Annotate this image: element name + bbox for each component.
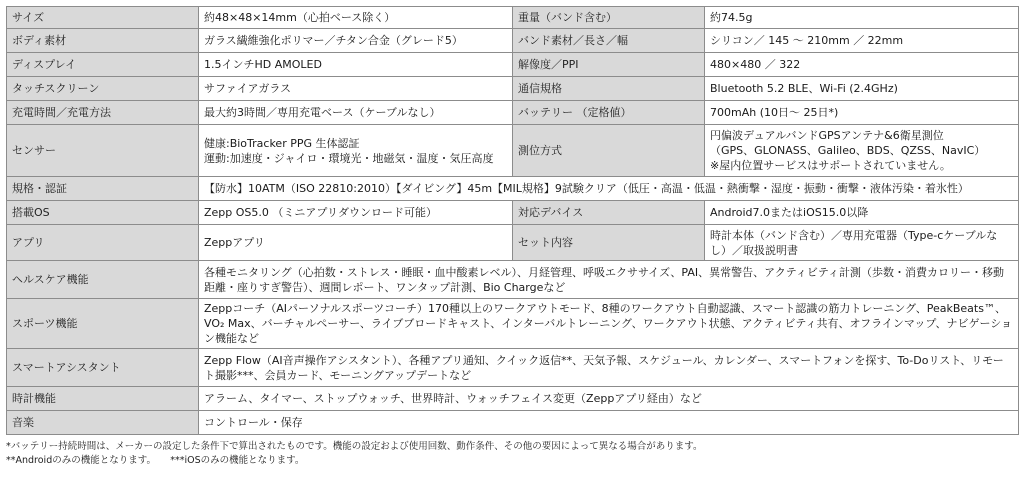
spec-value: アラーム、タイマー、ストップウォッチ、世界時計、ウォッチフェイス変更（Zeppアプリ経由）など xyxy=(199,387,1019,411)
spec-label: 解像度／PPI xyxy=(513,53,705,77)
spec-value: 時計本体（バンド含む）／専用充電器（Type-cケーブルなし）／取扱説明書 xyxy=(705,225,1019,261)
table-row xyxy=(7,125,1019,177)
spec-label: ディスプレイ xyxy=(7,53,199,77)
spec-value: 【防水】10ATM（ISO 22810:2010）【ダイビング】45m【MIL規格】9試験クリア（低圧・高温・低温・熱衝撃・湿度・振動・衝撃・液体汚染・着氷性） xyxy=(199,177,1019,201)
footnote: *バッテリー持続時間は、メーカーの設定した条件下で算出されたものです。機能の設定および使用回数、動作条件、その他の要因によって異なる場合があります。 xyxy=(6,441,703,452)
spec-label: バンド素材／長さ／幅 xyxy=(513,29,705,53)
spec-label: 充電時間／充電方法 xyxy=(7,101,199,125)
spec-label: アプリ xyxy=(7,225,199,261)
table-row xyxy=(7,349,1019,387)
spec-label: スポーツ機能 xyxy=(7,299,199,349)
spec-label: 通信規格 xyxy=(513,77,705,101)
table-row xyxy=(7,53,1019,77)
table-row xyxy=(7,387,1019,411)
spec-value: 各種モニタリング（心拍数・ストレス・睡眠・血中酸素レベル）、月経管理、呼吸エクササイズ、PAI、異常警告、アクティビティ計測（歩数・消費カロリー・移動距離・座りすぎ警告）、週間レポート、ワンタップ計測、Bio Chargeなど xyxy=(199,261,1019,299)
spec-value: Zeppコーチ（AIパーソナルスポーツコーチ）170種以上のワークアウトモード、8種のワークアウト自動認識、スマート認識の筋力トレーニング、PeakBeats™、VO₂ Max、バーチャルペーサー、ライブブロードキャスト、インターバルトレーニング、ワークアウト状態、アクティビティ共有、オフラインマップ、ナビゲーション機能など xyxy=(199,299,1019,349)
footnotes xyxy=(6,440,1018,468)
spec-label: 音楽 xyxy=(7,411,199,435)
spec-label: 時計機能 xyxy=(7,387,199,411)
spec-value: Zepp Flow（AI音声操作アシスタント）、各種アプリ通知、クイック返信**、天気予報、スケジュール、カレンダー、スマートフォンを探す、To-Doリスト、リモート撮影***、会員カード、モーニングアップデートなど xyxy=(199,349,1019,387)
spec-label: セット内容 xyxy=(513,225,705,261)
spec-value: 約74.5g xyxy=(705,7,1019,29)
spec-label: センサー xyxy=(7,125,199,177)
spec-label: 搭載OS xyxy=(7,201,199,225)
spec-table xyxy=(6,6,1019,435)
spec-value: Zeppアプリ xyxy=(199,225,513,261)
footnote: **Androidのみの機能となります。 ***iOSのみの機能となります。 xyxy=(6,455,305,466)
table-row xyxy=(7,261,1019,299)
spec-value: シリコン／ 145 ～ 210mm ／ 22mm xyxy=(705,29,1019,53)
table-row xyxy=(7,201,1019,225)
table-row xyxy=(7,7,1019,29)
spec-value: コントロール・保存 xyxy=(199,411,1019,435)
spec-label: バッテリー （定格値） xyxy=(513,101,705,125)
spec-value: 700mAh (10日～ 25日*) xyxy=(705,101,1019,125)
spec-label: 対応デバイス xyxy=(513,201,705,225)
spec-label: 重量（バンド含む） xyxy=(513,7,705,29)
spec-value: Zepp OS5.0 （ミニアプリダウンロード可能） xyxy=(199,201,513,225)
spec-value: 最大約3時間／専用充電ベース（ケーブルなし） xyxy=(199,101,513,125)
table-row xyxy=(7,299,1019,349)
table-row xyxy=(7,225,1019,261)
spec-value: Bluetooth 5.2 BLE、Wi-Fi (2.4GHz) xyxy=(705,77,1019,101)
spec-label: スマートアシスタント xyxy=(7,349,199,387)
spec-label: タッチスクリーン xyxy=(7,77,199,101)
table-row xyxy=(7,177,1019,201)
table-row xyxy=(7,101,1019,125)
spec-label: 測位方式 xyxy=(513,125,705,177)
table-row xyxy=(7,77,1019,101)
spec-value: Android7.0またはiOS15.0以降 xyxy=(705,201,1019,225)
spec-value: ガラス繊維強化ポリマー／チタン合金（グレード5） xyxy=(199,29,513,53)
spec-label: サイズ xyxy=(7,7,199,29)
spec-value: 健康:BioTracker PPG 生体認証 運動:加速度・ジャイロ・環境光・地磁気・温度・気圧高度 xyxy=(199,125,513,177)
spec-sheet xyxy=(6,6,1018,468)
spec-label: ヘルスケア機能 xyxy=(7,261,199,299)
spec-value: 480×480 ／ 322 xyxy=(705,53,1019,77)
spec-label: ボディ素材 xyxy=(7,29,199,53)
spec-value: 約48×48×14mm（心拍ベース除く） xyxy=(199,7,513,29)
table-row xyxy=(7,29,1019,53)
spec-value: サファイアガラス xyxy=(199,77,513,101)
spec-value: 円偏波デュアルバンドGPSアンテナ&6衛星測位 （GPS、GLONASS、Galileo、BDS、QZSS、NavIC） ※屋内位置サービスはサポートされていません。 xyxy=(705,125,1019,177)
spec-value: 1.5インチHD AMOLED xyxy=(199,53,513,77)
table-row xyxy=(7,411,1019,435)
spec-label: 規格・認証 xyxy=(7,177,199,201)
